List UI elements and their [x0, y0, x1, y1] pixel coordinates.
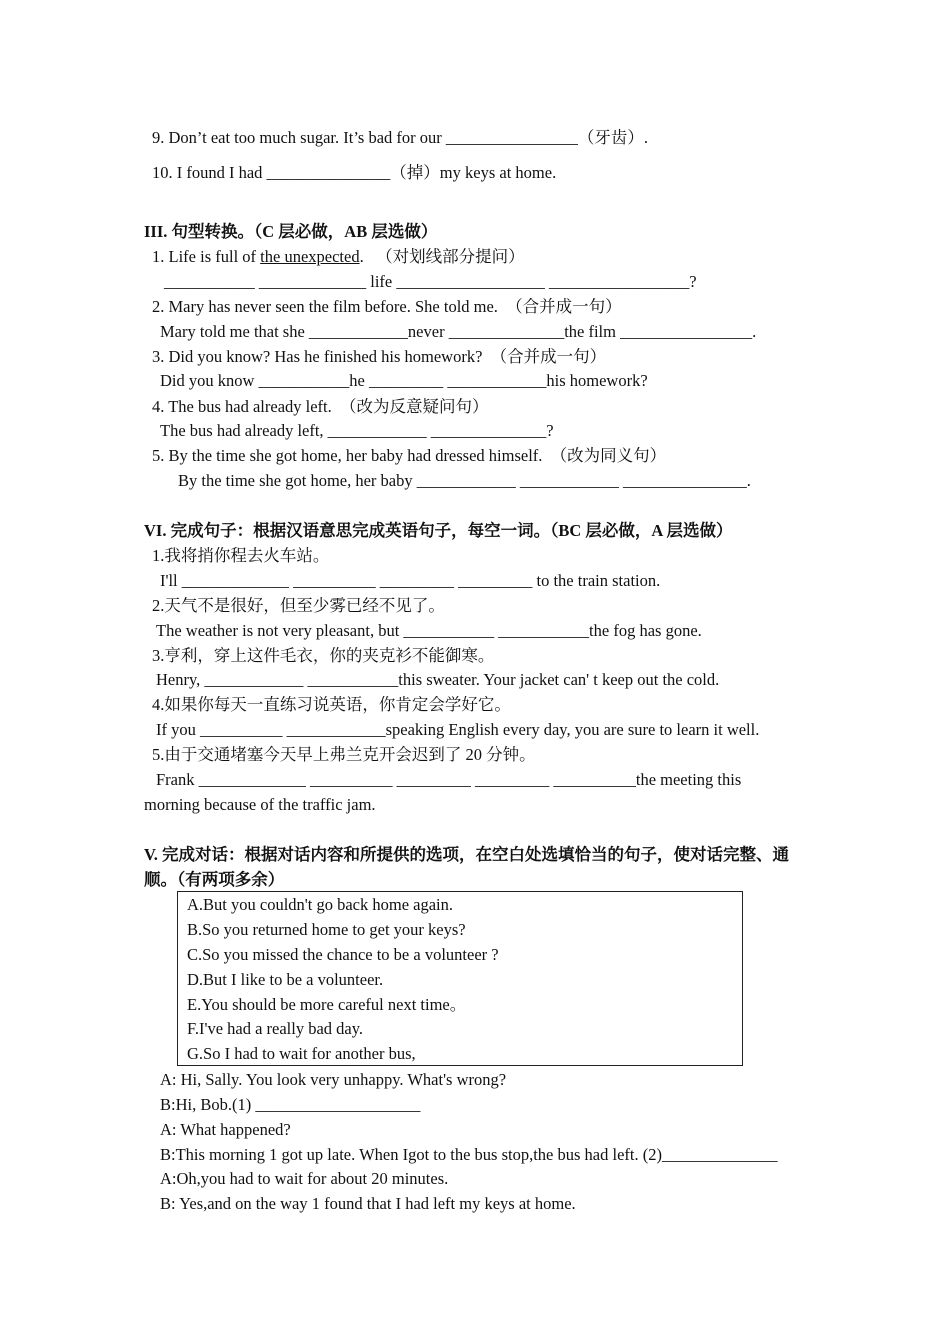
s3-question-2: 2. Mary has never seen the film before. She told me. （合并成一句） [152, 297, 622, 316]
s3-q3-answer: Did you know ___________he _________ ____________his homework? [160, 371, 648, 390]
dialogue-line-2: B:Hi, Bob.(1) ____________________ [160, 1095, 421, 1114]
option-a: A.But you couldn't go back home again. [187, 895, 454, 914]
s3-q2-answer: Mary told me that she ____________never ______________the film ________________. [160, 322, 757, 341]
dialogue-line-1: A: Hi, Sally. You look very unhappy. What's wrong? [160, 1070, 507, 1089]
dialogue-line-6: B: Yes,and on the way 1 found that I had left my keys at home. [160, 1194, 576, 1213]
option-b: B.So you returned home to get your keys? [187, 920, 466, 939]
s6-item-5-en: Frank _____________ __________ _________ _________ __________the meeting this [156, 770, 742, 789]
s3-q1-pre: 1. Life is full of [152, 247, 261, 266]
s6-item-4-cn: 4.如果你每天一直练习说英语，你肯定会学好它。 [152, 695, 511, 714]
s6-item-2-en: The weather is not very pleasant, but ___________ ___________the fog has gone. [156, 621, 702, 640]
s3-q1-post: . （对划线部分提问） [359, 247, 525, 266]
option-c: C.So you missed the chance to be a volunteer ? [187, 945, 499, 964]
s6-item-3-en: Henry, ____________ ___________this sweater. Your jacket can' t keep out the cold. [156, 670, 720, 689]
s3-q1-underlined: the unexpected [260, 247, 360, 266]
option-f: F.I've had a really bad day. [187, 1019, 364, 1038]
section-5-heading-line1: V. 完成对话：根据对话内容和所提供的选项，在空白处选填恰当的句子，使对话完整、通 [144, 845, 790, 864]
section-3-heading: III. 句型转换。（C 层必做，AB 层选做） [144, 222, 438, 241]
dialogue-line-3: A: What happened? [160, 1120, 291, 1139]
s6-item-1-cn: 1.我将捎你程去火车站。 [152, 546, 330, 565]
s6-item-5-cn: 5.由于交通堵塞今天早上弗兰克开会迟到了 20 分钟。 [152, 745, 536, 764]
section-5-heading-line2: 顺。（有两项多余） [144, 870, 285, 889]
s3-q1-answer: ___________ _____________ life __________________ _________________? [164, 272, 697, 291]
section-6-heading: VI. 完成句子：根据汉语意思完成英语句子，每空一词。（BC 层必做，A 层选做） [144, 521, 733, 540]
s3-question-5: 5. By the time she got home, her baby had dressed himself. （改为同义句） [152, 446, 667, 465]
dialogue-line-5: A:Oh,you had to wait for about 20 minutes. [160, 1169, 449, 1188]
dialogue-line-4: B:This morning 1 got up late. When Igot to the bus stop,the bus had left. (2)______________ [160, 1145, 778, 1164]
question-10: 10. I found I had _______________（掉）my keys at home. [152, 163, 557, 182]
s6-item-2-cn: 2.天气不是很好，但至少雾已经不见了。 [152, 596, 445, 615]
option-d: D.But I like to be a volunteer. [187, 970, 384, 989]
s3-q5-answer: By the time she got home, her baby ____________ ____________ _______________. [178, 471, 751, 490]
s6-item-5-en-cont: morning because of the traffic jam. [144, 795, 376, 814]
s3-question-1 [152, 247, 525, 267]
s3-q4-answer: The bus had already left, ____________ ______________? [160, 421, 554, 440]
question-9: 9. Don’t eat too much sugar. It’s bad for our ________________（牙齿）. [152, 128, 649, 147]
s6-item-1-en: I'll _____________ __________ _________ _________ to the train station. [160, 571, 661, 590]
s3-question-4: 4. The bus had already left. （改为反意疑问句） [152, 397, 489, 416]
s6-item-4-en: If you __________ ____________speaking English every day, you are sure to learn it well. [156, 720, 760, 739]
option-e: E.You should be more careful next time。 [187, 995, 467, 1014]
s3-question-3: 3. Did you know? Has he finished his homework? （合并成一句） [152, 347, 607, 366]
s6-item-3-cn: 3.亨利，穿上这件毛衣，你的夹克衫不能御寒。 [152, 646, 495, 665]
option-g: G.So I had to wait for another bus, [187, 1044, 416, 1063]
